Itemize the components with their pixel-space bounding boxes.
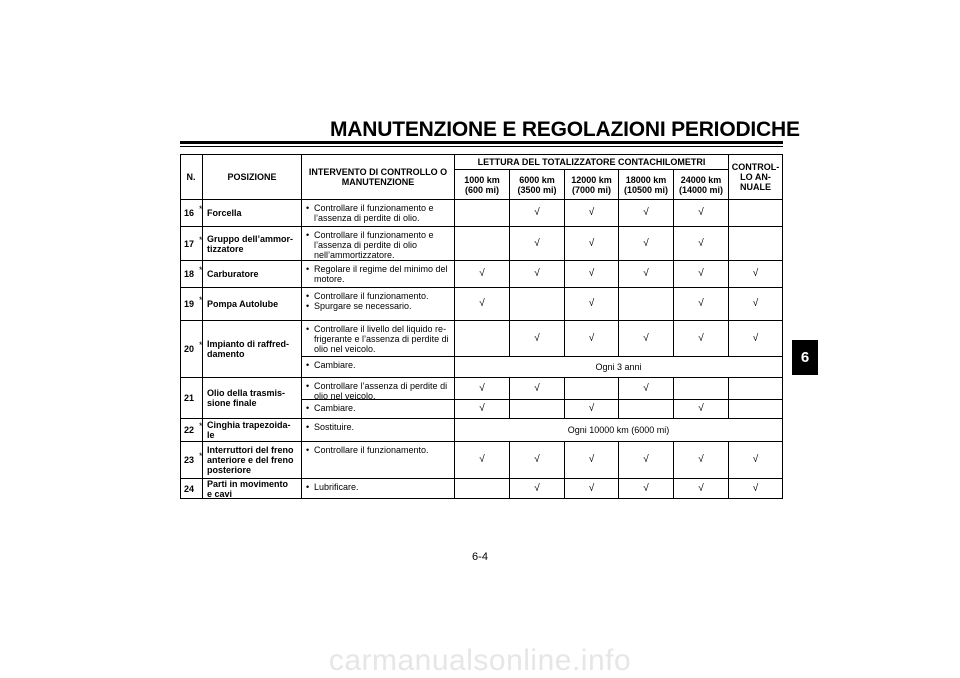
check-mark: √ [643,207,649,218]
row-position [203,227,302,261]
action-text: • Regolare il regime del minimo del motore. [306,264,454,284]
header-km-3-text: 12000 km (7000 mi) [571,174,612,195]
check-mark: √ [588,454,595,465]
page-title: MANUTENZIONE E REGOLAZIONI PERIODICHE [330,118,800,141]
check-cell [729,261,783,288]
row-actions [302,378,455,400]
check-cell [455,442,510,479]
check-mark: √ [752,482,759,494]
header-lettura-text: LETTURA DEL TOTALIZZATORE CONTACHILOMETRI [477,156,706,167]
asterisk-marker: * [199,421,203,431]
row-number-text: 21 [184,393,195,403]
check-cell [674,321,729,357]
check-cell [674,227,729,261]
check-cell [455,288,510,321]
header-km-4-text: 18000 km (10500 mi) [623,174,669,195]
check-cell [619,227,674,261]
title-rule [180,141,783,144]
check-cell [729,321,783,357]
row-position-text: Parti in movimento e cavi [207,478,289,499]
check-cell [565,479,619,499]
row-number-text: 24 [184,483,195,494]
action-text: • Spurgare se necessario. [306,301,454,311]
check-cell [619,400,674,419]
row-number-text: 16 [184,208,195,218]
check-mark: √ [588,332,595,344]
check-mark: √ [698,482,704,494]
check-mark: √ [643,332,649,344]
check-mark: √ [588,207,595,218]
check-mark: √ [479,268,485,279]
header-n [180,154,203,200]
row-number [180,419,203,442]
check-cell [565,400,619,419]
header-km-2 [510,170,565,200]
asterisk-marker: * [199,451,203,461]
check-cell [674,479,729,499]
check-cell [674,200,729,227]
asterisk-marker: * [199,265,203,275]
check-mark: √ [588,482,595,494]
check-cell [510,442,565,479]
action-text: • Controllare il livello del liquido re- frigerante e l’assenza di perdite di olio nel veicolo. [306,324,454,354]
interval-span [455,357,783,378]
check-mark: √ [534,268,540,279]
check-cell [565,321,619,357]
check-cell [619,200,674,227]
check-cell [510,479,565,499]
header-lettura [455,154,729,170]
row-actions [302,419,455,442]
check-cell [729,227,783,261]
header-km-5-text: 24000 km (14000 mi) [678,174,724,195]
check-mark: √ [588,403,595,414]
check-mark: √ [698,298,704,309]
header-km-5 [674,170,729,200]
check-mark: √ [643,268,649,279]
check-cell [619,479,674,499]
check-mark: √ [698,268,704,279]
check-mark: √ [698,454,704,465]
check-mark: √ [534,332,540,344]
row-position-text: Interruttori del freno anteriore e del freno posteriore [207,445,294,475]
row-position [203,321,302,378]
action-text: • Lubrificare. [306,482,454,492]
header-intervento-text: INTERVENTO DI CONTROLLO O MANUTENZIONE [308,166,448,187]
check-mark: √ [752,298,759,309]
row-position-text: Gruppo dell’ammor- tizzatore [207,233,294,254]
check-cell [455,227,510,261]
row-position [203,419,302,442]
row-position-text: Cinghia trapezoida- le [207,420,291,440]
check-cell [510,227,565,261]
check-cell [729,378,783,400]
row-number-text: 17 [184,238,195,249]
row-number-text: 20 [184,344,195,354]
check-cell [729,442,783,479]
row-actions [302,200,455,227]
row-position-text: Pompa Autolube [207,299,279,309]
row-number [180,288,203,321]
check-mark: √ [643,382,649,394]
row-sub-actions [302,400,455,419]
check-cell [674,261,729,288]
action-text: • Controllare il funzionamento. [306,291,454,301]
check-mark: √ [479,298,485,309]
row-number [180,200,203,227]
row-position [203,200,302,227]
check-cell [565,227,619,261]
check-mark: √ [698,403,704,414]
row-number [180,261,203,288]
check-mark: √ [643,237,649,249]
row-position-text: Olio della trasmis- sione finale [207,388,286,408]
header-km-1-text: 1000 km (600 mi) [464,174,500,195]
check-cell [510,321,565,357]
check-cell [510,200,565,227]
interval-span [455,419,783,442]
row-number-text: 22 [184,425,195,435]
check-mark: √ [534,207,540,218]
asterisk-marker: * [199,204,203,214]
check-mark: √ [698,237,704,249]
watermark: carmanualsonline.info [328,644,632,677]
title-rule-thin [180,146,783,147]
header-km-4 [619,170,674,200]
check-cell [455,400,510,419]
check-cell [729,400,783,419]
check-cell [674,378,729,400]
maintenance-table [180,154,783,499]
row-actions [302,442,455,479]
row-sub-actions [302,357,455,378]
row-number [180,442,203,479]
row-number [180,479,203,499]
asterisk-marker: * [199,295,203,305]
row-actions [302,227,455,261]
check-mark: √ [643,482,649,494]
check-cell [510,288,565,321]
check-cell [619,261,674,288]
check-cell [565,442,619,479]
header-n-text: N. [186,171,196,182]
check-cell [510,261,565,288]
row-number [180,321,203,378]
check-cell [455,378,510,400]
check-mark: √ [479,454,485,465]
row-position [203,479,302,499]
action-text: • Controllare il funzionamento. [306,445,454,455]
check-cell [729,200,783,227]
row-position-text: Carburatore [207,269,259,279]
action-text: • Cambiare. [306,360,454,370]
action-text: • Controllare l’assenza di perdite di olio nel veicolo. [306,381,454,401]
check-cell [674,442,729,479]
check-cell [565,200,619,227]
check-cell [619,378,674,400]
chapter-tab: 6 [792,340,818,375]
interval-span-text: Ogni 3 anni [595,362,642,372]
check-cell [674,400,729,419]
check-cell [510,378,565,400]
check-cell [619,442,674,479]
row-actions [302,288,455,321]
row-number-text: 19 [184,299,195,309]
check-cell [729,288,783,321]
row-position-text: Forcella [207,208,242,218]
check-cell [619,288,674,321]
check-mark: √ [752,332,759,344]
header-controllo [729,154,783,200]
header-km-2-text: 6000 km (3500 mi) [517,174,557,195]
page-number: 6-4 [472,551,488,563]
check-cell [455,321,510,357]
header-km-3 [565,170,619,200]
interval-span-text: Ogni 10000 km (6000 mi) [567,425,670,435]
check-mark: √ [752,268,759,279]
check-cell [674,288,729,321]
row-position [203,261,302,288]
check-cell [455,261,510,288]
check-mark: √ [534,237,540,249]
check-cell [455,200,510,227]
check-cell [565,378,619,400]
check-mark: √ [479,403,485,414]
row-actions [302,321,455,357]
check-cell [619,321,674,357]
action-text: • Controllare il funzionamento e l’assenza di perdite di olio. [306,203,454,223]
check-mark: √ [698,332,704,344]
row-position [203,288,302,321]
header-posizione-text: POSIZIONE [227,171,277,182]
check-mark: √ [643,454,649,465]
check-cell [729,479,783,499]
row-actions [302,261,455,288]
check-cell [455,479,510,499]
row-position [203,442,302,479]
check-mark: √ [534,482,540,494]
check-cell [565,288,619,321]
header-intervento [302,154,455,200]
row-actions [302,479,455,499]
row-number [180,378,203,419]
check-mark: √ [588,298,595,309]
check-mark: √ [752,454,759,465]
row-number-text: 18 [184,269,195,279]
row-position [203,378,302,419]
check-cell [565,261,619,288]
header-km-1 [455,170,510,200]
check-mark: √ [588,268,595,279]
action-text: • Cambiare. [306,403,454,413]
row-number [180,227,203,261]
action-text: • Sostituire. [306,422,454,432]
check-mark: √ [534,454,540,465]
asterisk-marker: * [199,234,203,245]
check-mark: √ [698,207,704,218]
check-mark: √ [534,382,540,394]
check-mark: √ [588,237,595,249]
check-cell [510,400,565,419]
header-posizione [203,154,302,200]
action-text: • Controllare il funzionamento e l’assenza di perdite di olio nell’ammortizzatore. [306,230,454,260]
asterisk-marker: * [199,340,203,350]
check-mark: √ [479,382,485,394]
row-position-text: Impianto di raffred- damento [207,339,290,359]
row-number-text: 23 [184,455,195,465]
header-controllo-text: CONTROL- LO AN- NUALE [731,161,780,192]
